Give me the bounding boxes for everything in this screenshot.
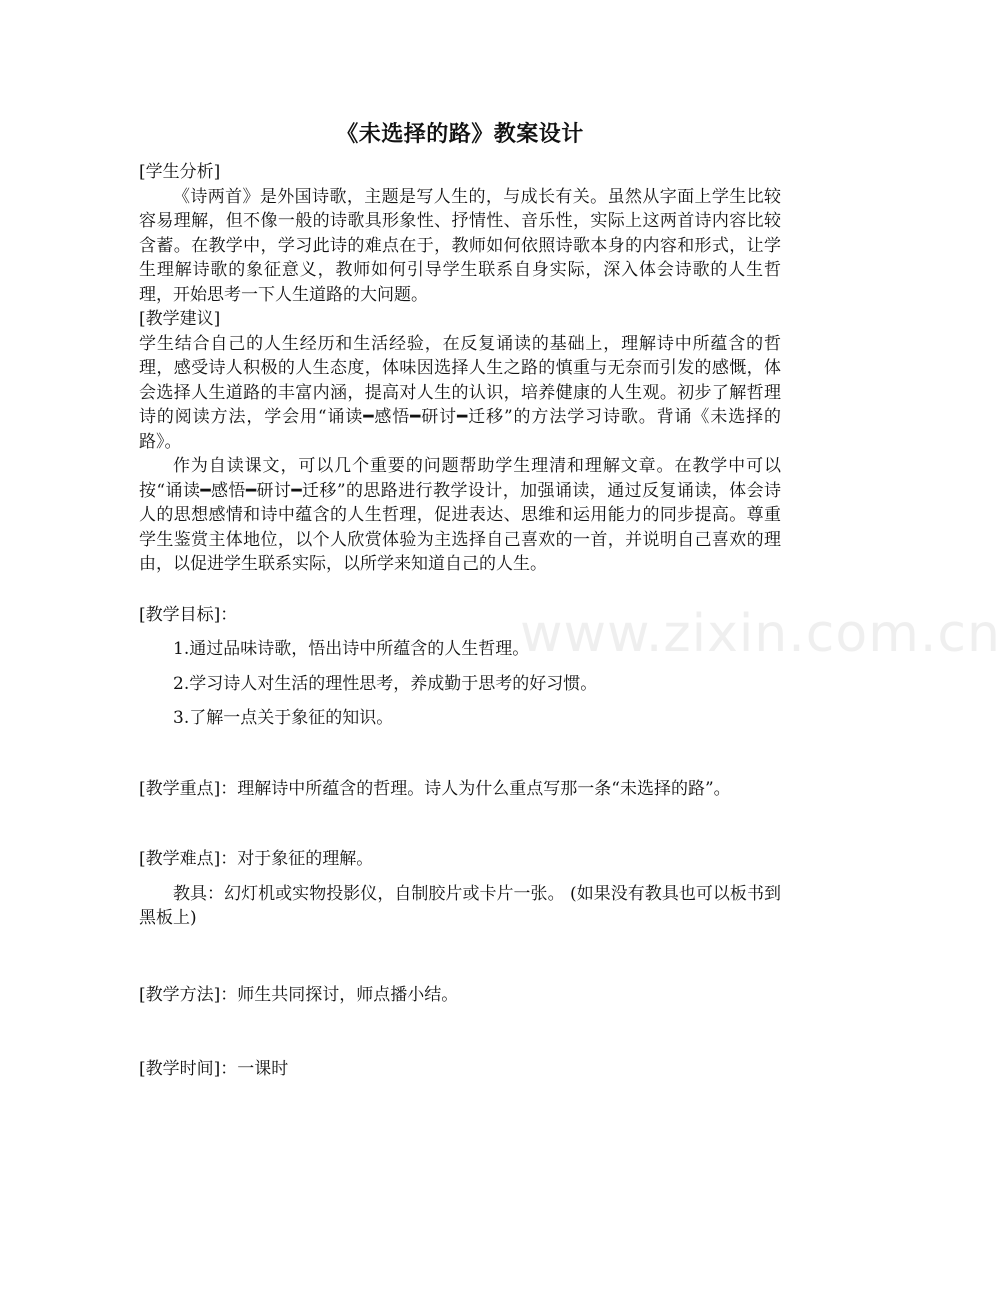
- teaching-suggestion-heading: [教学建议]: [139, 309, 221, 329]
- student-analysis-text: 《诗两首》是外国诗歌，主题是写人生的，与成长有关。虽然从字面上学生比较容易理解，但不像一般的诗歌具形象性、抒情性、音乐性，实际上这两首诗内容比较含蓄。在教学中，学习此诗的难点在于，教师如何依照诗歌本身的内容和形式，让学生理解诗歌的象征意义，教师如何引导学生联系自身实际，深入体会诗歌的人生哲理，开始思考一下人生道路的大问题。: [139, 186, 781, 305]
- teaching-goals-heading: [教学目标]：: [139, 604, 238, 625]
- teaching-goals-list: [139, 637, 781, 731]
- teaching-suggestion-text-1: 学生结合自己的人生经历和生活经验，在反复诵读的基础上，理解诗中所蕴含的哲理，感受诗人积极的人生态度，体味因选择人生之路的慎重与无奈而引发的感慨，体会选择人生道路的丰富内涵，提高对人生的认识，培养健康的人生观。初步了解哲理诗的阅读方法，学会用“诵读━感悟━研讨━迁移”的方法学习诗歌。背诵《未选择的路》。: [139, 333, 781, 452]
- difficulties: [教学难点]：对于象征的理解。: [139, 849, 374, 869]
- watermark: www.zixin.com.cn: [520, 604, 1001, 664]
- teaching-goal-item: 3.了解一点关于象征的知识。: [173, 708, 394, 728]
- teaching-method: [教学方法]：师生共同探讨，师点播小结。: [139, 984, 459, 1005]
- teaching-tools: 教具：幻灯机或实物投影仪，自制胶片或卡片一张。 (如果没有教具也可以板书到黑板上): [139, 883, 781, 928]
- teaching-suggestion-text-2: 作为自读课文，可以几个重要的问题帮助学生理清和理解文章。在教学中可以按“诵读━感悟━研讨━迁移”的思路进行教学设计，加强诵读，通过反复诵读，体会诗人的思想感情和诗中蕴含的人生哲理，促进表达、思维和运用能力的同步提高。尊重学生鉴赏主体地位，以个人欣赏体验为主选择自己喜欢的一首，并说明自己喜欢的理由，以促进学生联系实际，以所学来知道自己的人生。: [139, 456, 781, 574]
- teaching-goal-item: 1.通过品味诗歌，悟出诗中所蕴含的人生哲理。: [173, 639, 530, 659]
- student-analysis-heading: [学生分析]: [139, 162, 221, 182]
- key-points: [教学重点]：理解诗中所蕴含的哲理。诗人为什么重点写那一条“未选择的路”。: [139, 778, 731, 799]
- teaching-goal-item: 2.学习诗人对生活的理性思考，养成勤于思考的好习惯。: [173, 673, 598, 694]
- document-title: 《未选择的路》教案设计: [336, 122, 584, 147]
- document-body: [139, 118, 781, 1082]
- teaching-time: [教学时间]：一课时: [139, 1059, 289, 1079]
